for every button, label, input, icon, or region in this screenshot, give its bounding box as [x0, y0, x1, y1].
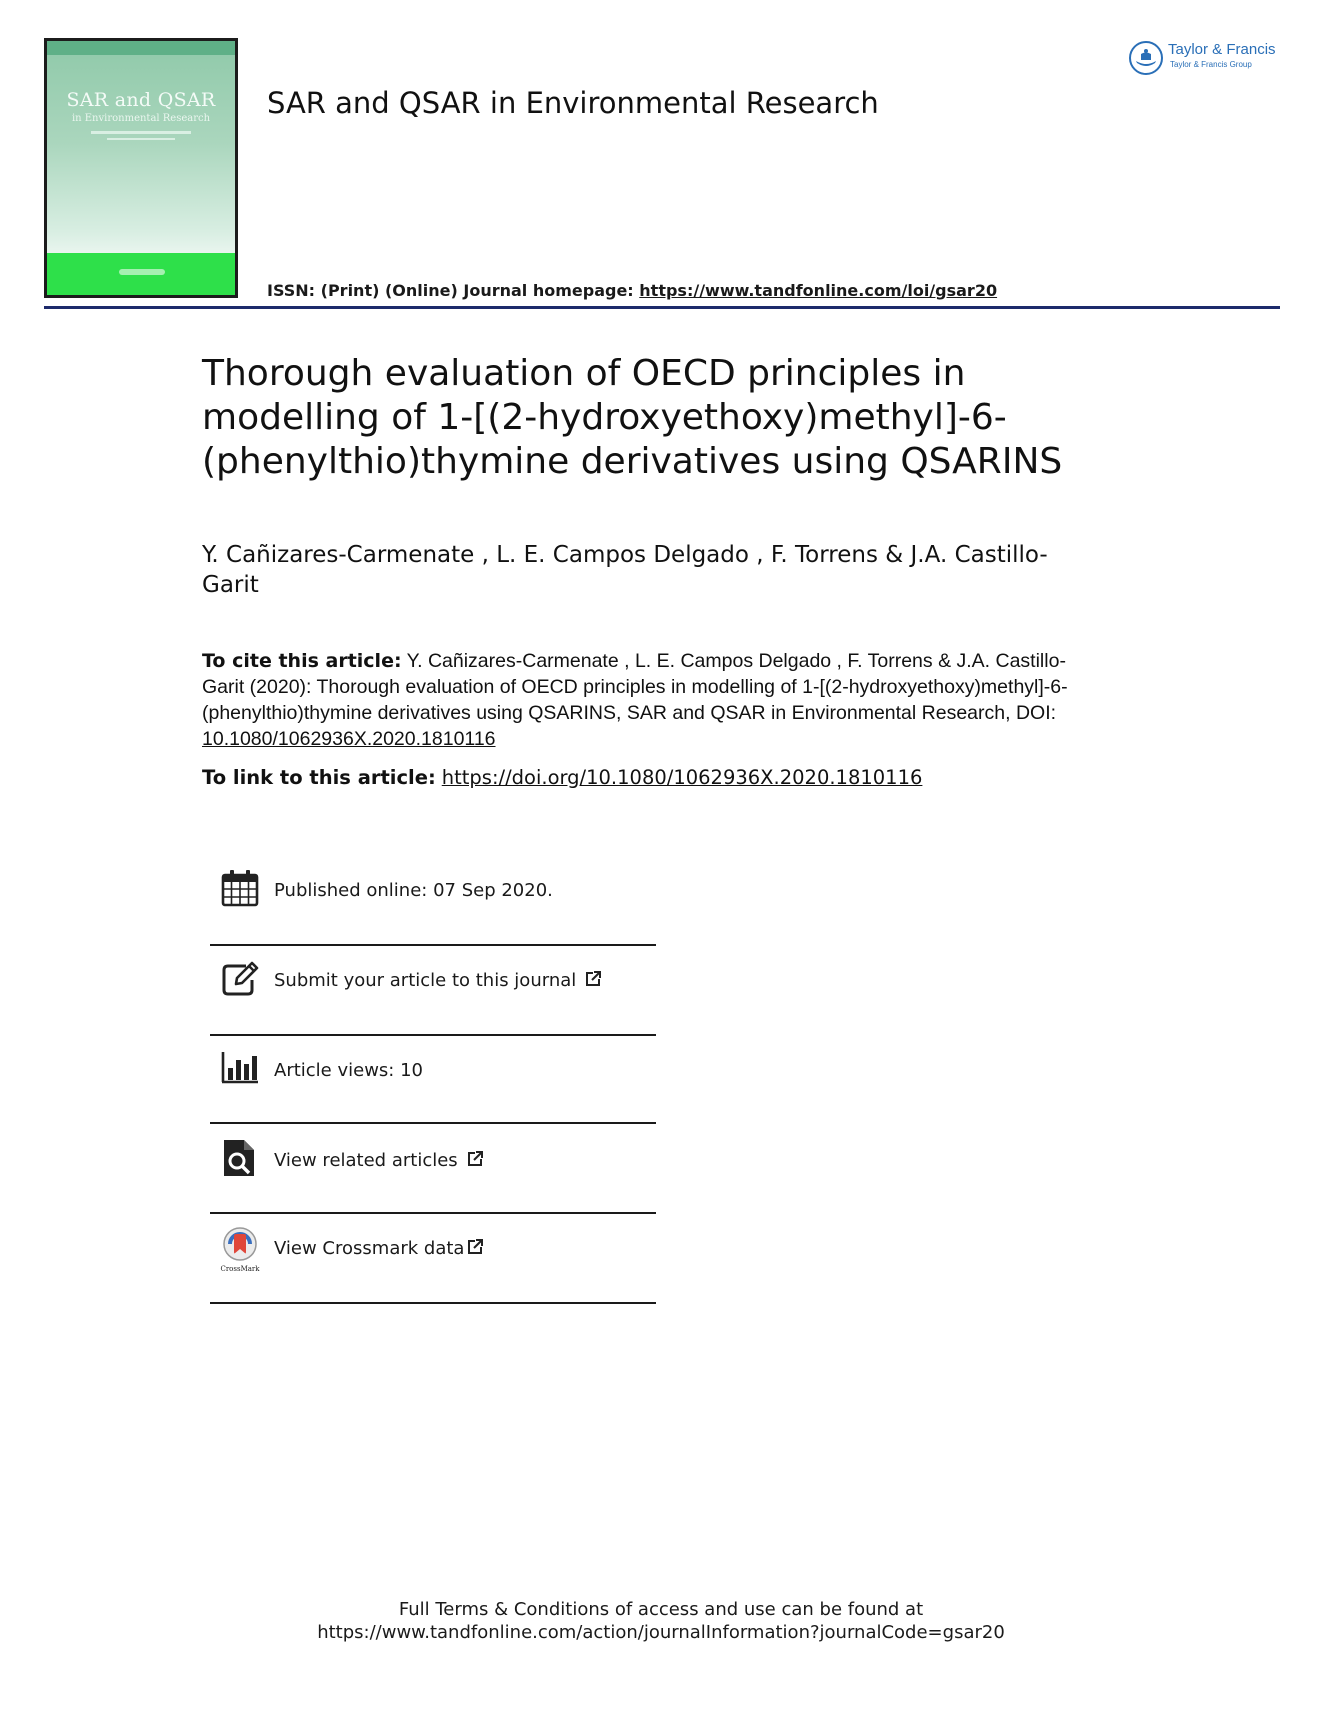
article-authors: Y. Cañizares-Carmenate , L. E. Campos Delgado , F. Torrens & J.A. Castillo-Garit [202, 542, 1048, 598]
view-crossmark-label: View Crossmark data [274, 1238, 465, 1259]
journal-homepage-link[interactable]: https://www.tandfonline.com/loi/gsar20 [639, 281, 998, 300]
citation-block [202, 648, 1102, 752]
issn-text: ISSN: (Print) (Online) Journal homepage: [267, 281, 640, 300]
cover-subtitle: in Environmental Research [71, 113, 211, 124]
divider [210, 1212, 656, 1214]
view-crossmark-link[interactable] [274, 1238, 484, 1259]
external-link-icon [466, 1150, 484, 1168]
document-search-icon [220, 1138, 260, 1178]
cover-top-band [47, 41, 235, 55]
article-title: Thorough evaluation of OECD principles in modelling of 1-[(2-hydroxyethoxy)methyl]-6-(phenylthio)thymine derivatives using QSARINS [202, 353, 1063, 482]
journal-name: SAR and QSAR in Environmental Research [267, 86, 879, 120]
submit-article-link[interactable] [274, 970, 602, 991]
submit-row[interactable] [210, 958, 656, 1046]
divider [210, 1122, 656, 1124]
footer [0, 1598, 1322, 1644]
footer-terms-text: Full Terms & Conditions of access and use can be found at [398, 1599, 924, 1620]
bar-chart-icon [220, 1048, 260, 1088]
published-row [210, 868, 656, 956]
view-related-articles-link[interactable] [274, 1150, 484, 1171]
cover-fine-print [107, 138, 175, 140]
published-date: Published online: 07 Sep 2020. [274, 880, 553, 901]
publisher-group: Taylor & Francis Group [1170, 60, 1252, 69]
submit-article-label: Submit your article to this journal [274, 970, 577, 991]
citation-text: Y. Cañizares-Carmenate , L. E. Campos Delgado , F. Torrens & J.A. Castillo-Garit (2020): Thorough evaluation of OECD principles in modelling of 1-[(2-hydroxyethoxy)methyl]-6-(phenylthio)thymine derivatives using QSARINS, SAR and QSAR in Environmental Research, DOI: [202, 650, 1068, 724]
article-doi-url[interactable]: https://doi.org/10.1080/1062936X.2020.1810116 [441, 766, 923, 789]
citation-doi-link[interactable]: 10.1080/1062936X.2020.1810116 [202, 728, 496, 750]
citation-lead: To cite this article: [202, 650, 402, 672]
external-link-icon [466, 1238, 484, 1256]
cover-fine-print [91, 131, 191, 134]
cover-bottom-band [47, 253, 235, 295]
journal-cover [44, 38, 238, 298]
crossmark-badge-text: CrossMark [220, 1265, 260, 1273]
cover-publisher-mark [119, 269, 165, 275]
divider [210, 1302, 656, 1304]
link-lead: To link to this article: [202, 766, 436, 789]
divider [210, 944, 656, 946]
issn-line [267, 281, 997, 300]
cover-title: SAR and QSAR [66, 89, 216, 111]
external-link-icon [584, 970, 602, 988]
publisher-logo[interactable] [1128, 38, 1283, 78]
calendar-icon [220, 868, 260, 908]
edit-icon [220, 958, 260, 998]
crossmark-row[interactable] [210, 1226, 656, 1314]
article-views: Article views: 10 [274, 1060, 423, 1081]
taylor-francis-icon [1128, 40, 1164, 76]
header-rule [44, 306, 1280, 309]
article-link-line [202, 766, 922, 789]
footer-terms-url[interactable]: https://www.tandfonline.com/action/journalInformation?journalCode=gsar20 [317, 1622, 1005, 1643]
crossmark-icon [220, 1226, 260, 1274]
divider [210, 1034, 656, 1036]
publisher-name: Taylor & Francis [1168, 41, 1276, 58]
view-related-articles-label: View related articles [274, 1150, 458, 1171]
